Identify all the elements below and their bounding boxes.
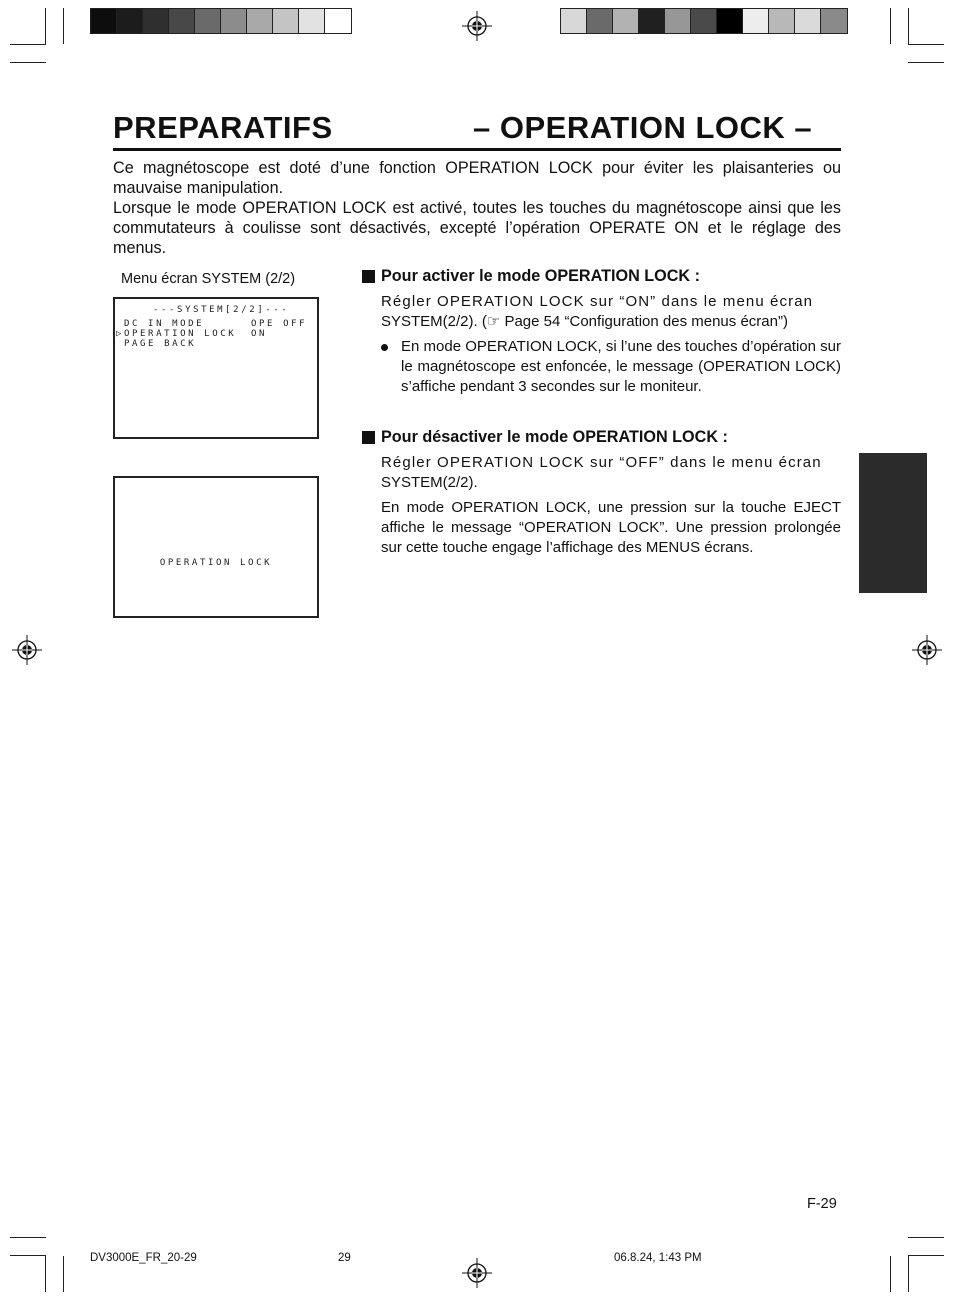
color-swatch [117,9,143,33]
intro-text [113,158,841,258]
activate-bullet: En mode OPERATION LOCK, si l’une des touches d’opération sur le magnétoscope est enfoncée, le message (OPERATION LOCK) s’affiche pendant 3 secondes sur le moniteur. [381,337,841,397]
footer-file: DV3000E_FR_20-29 [90,1252,197,1264]
activate-instruction: Régler OPERATION LOCK sur “ON” dans le menu écran SYSTEM(2/2). (☞ Page 54 “Configuration des menus écran”) [381,293,814,330]
square-bullet-icon [362,431,375,444]
registration-mark-icon [912,635,942,665]
crop-mark [908,8,909,44]
color-swatch [665,9,691,33]
page-title [113,108,841,151]
color-swatch [247,9,273,33]
color-swatch [299,9,325,33]
color-swatch [273,9,299,33]
color-swatch [821,9,847,33]
crop-mark [63,1256,64,1292]
color-swatch [795,9,821,33]
menu-screen [113,297,319,439]
color-bar-left [90,8,352,34]
page-number: F-29 [807,1196,837,1212]
color-swatch [325,9,351,33]
crop-mark [10,62,46,63]
intro-paragraph: Ce magnétoscope est doté d’une fonction OPERATION LOCK pour éviter les plaisanteries ou mauvaise manipulation. [113,159,841,197]
intro-paragraph: Lorsque le mode OPERATION LOCK est activé, toutes les touches du magnétoscope ainsi que les commutateurs à coulisse sont désactivés, excepté l’opération OPERATE ON et le réglage des menus. [113,199,841,257]
crop-mark [890,1256,891,1292]
crop-mark [45,8,46,44]
color-swatch [769,9,795,33]
color-swatch [613,9,639,33]
menu-row-value: OPE OFF [251,319,308,329]
color-swatch [587,9,613,33]
crop-mark [890,8,891,44]
color-swatch [91,9,117,33]
menu-caption: Menu écran SYSTEM (2/2) [121,271,296,287]
deactivate-instruction: Régler OPERATION LOCK sur “OFF” dans le menu écran SYSTEM(2/2). [381,454,822,491]
square-bullet-icon [362,270,375,283]
crop-mark [908,44,944,45]
registration-mark-icon [462,1258,492,1288]
color-swatch [169,9,195,33]
lock-message: OPERATION LOCK [159,558,273,568]
color-swatch [221,9,247,33]
crop-mark [63,8,64,44]
color-swatch [639,9,665,33]
crop-mark [908,62,944,63]
registration-mark-icon [12,635,42,665]
operation-lock-screen [113,476,319,618]
color-swatch [561,9,587,33]
crop-mark [45,1256,46,1292]
footer-page: 29 [338,1252,351,1264]
menu-row-label: PAGE BACK [124,339,197,349]
bullet-dot-icon [381,344,388,351]
title-section: PREPARATIFS [113,110,333,145]
crop-mark [908,1255,944,1256]
menu-cursor-icon: ▷ [116,329,122,339]
color-swatch [143,9,169,33]
crop-mark [908,1256,909,1292]
menu-header: ---SYSTEM[2/2]--- [153,305,290,315]
menu-row-label: DC IN MODE [124,319,205,329]
color-bar-right [560,8,848,34]
section-activate-title: Pour activer le mode OPERATION LOCK : [362,267,700,286]
menu-row-label: OPERATION LOCK [124,329,237,339]
color-swatch [195,9,221,33]
color-swatch [743,9,769,33]
crop-mark [908,1237,944,1238]
chapter-tab [859,453,927,593]
crop-mark [10,44,46,45]
section-deactivate-title: Pour désactiver le mode OPERATION LOCK : [362,428,728,447]
color-swatch [691,9,717,33]
footer-date: 06.8.24, 1:43 PM [614,1252,702,1264]
title-topic: – OPERATION LOCK – [473,110,813,145]
deactivate-detail: En mode OPERATION LOCK, une pression sur la touche EJECT affiche le message “OPERATION LOCK”. Une pression prolongée sur cette touche engage l’affichage des MENUS écrans. [381,499,841,556]
menu-row-value: ON [251,329,268,339]
color-swatch [717,9,743,33]
registration-mark-icon [462,11,492,41]
crop-mark [10,1255,46,1256]
crop-mark [10,1237,46,1238]
